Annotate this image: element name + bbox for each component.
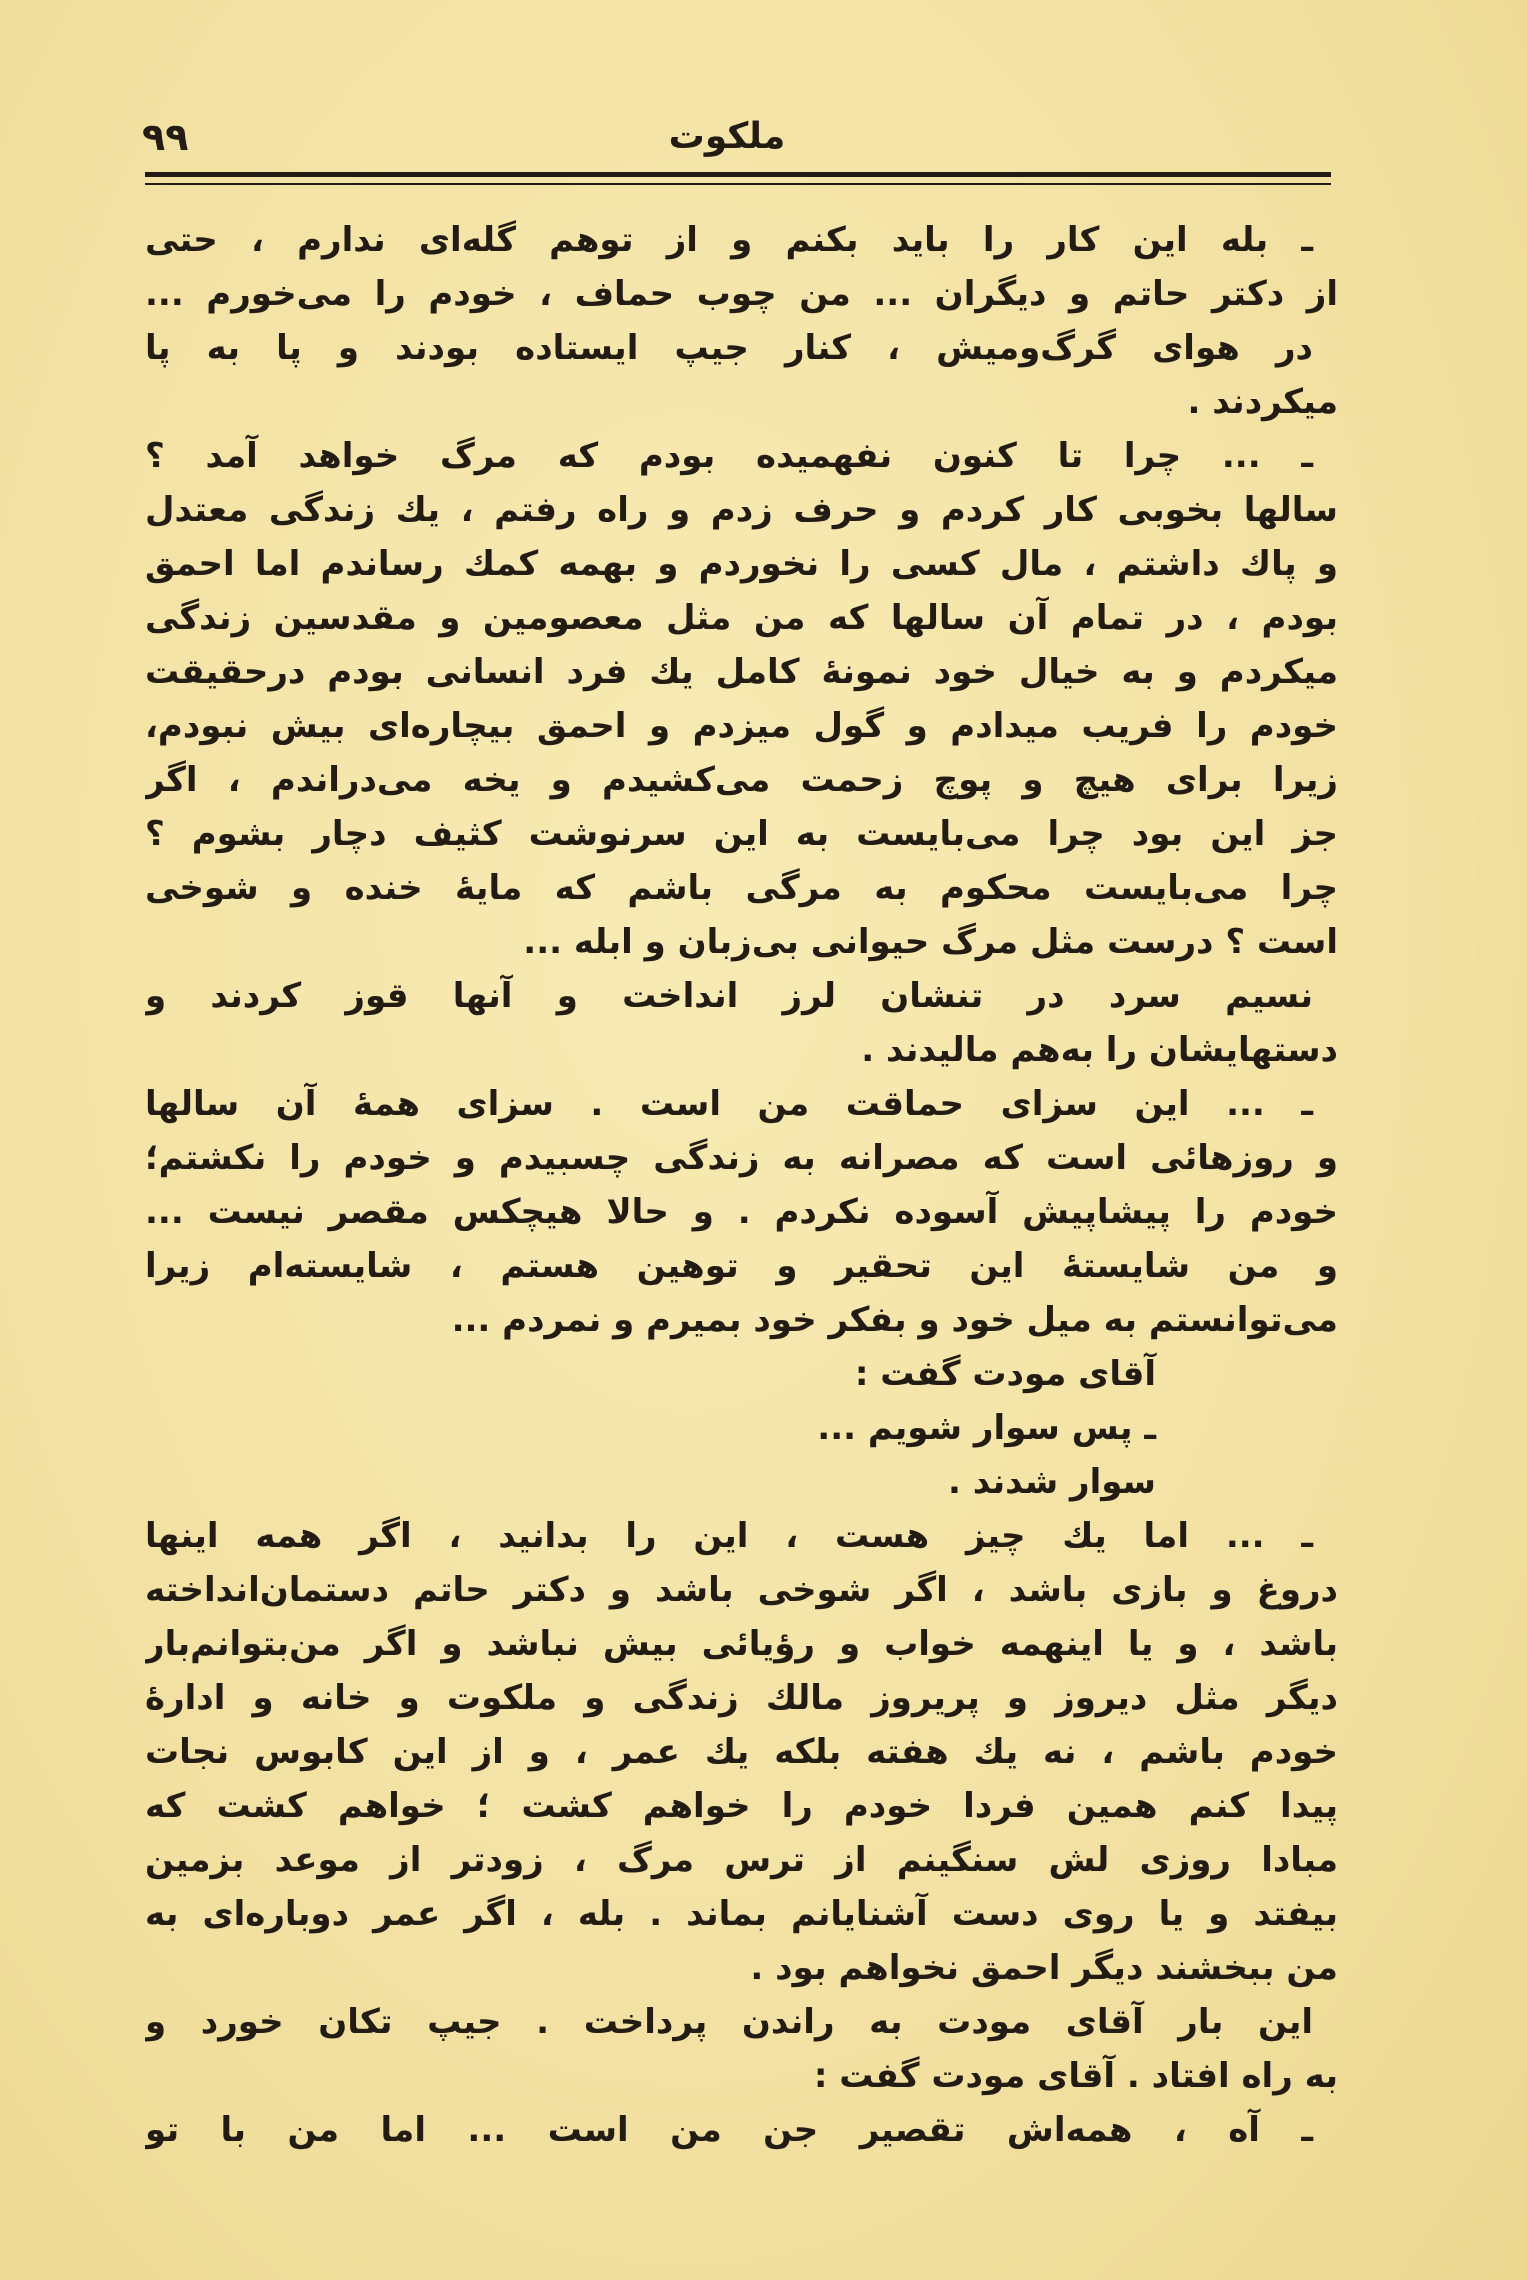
text-line: بیفتد و یا روی دست آشنایانم بماند . بله ، اگر عمر دوباره‌ای به [145, 1894, 1338, 1934]
header-rule-thin [145, 183, 1331, 185]
text-line: چرا می‌بایست محکوم به مرگی باشم که مایهٔ خنده و شوخی [145, 868, 1338, 908]
text-line: بودم ، در تمام آن سالها که من مثل معصومین و مقدسین زندگی [145, 598, 1338, 638]
text-line: من ببخشند دیگر احمق نخواهم بود . [750, 1948, 1338, 1988]
text-line: ـ بله این کار را باید بکنم و از توهم گله‌ای ندارم ، حتی [145, 220, 1313, 260]
text-line: و پاك داشتم ، مال کسی را نخوردم و بهمه کمك رساندم اما احمق [145, 544, 1338, 584]
header-rule-thick [145, 172, 1331, 177]
text-line: است ؟ درست مثل مرگ حیوانی بی‌زبان و ابله ... [523, 922, 1338, 962]
page-number: ۹۹ [142, 115, 189, 159]
text-line: زیرا برای هیچ و پوچ زحمت می‌کشیدم و یخه می‌دراندم ، اگر [145, 760, 1338, 800]
text-line: خودم را پیشاپیش آسوده نکردم . و حالا هیچکس مقصر نیست ... [145, 1192, 1338, 1232]
text-line: به راه افتاد . آقای مودت گفت : [813, 2056, 1338, 2096]
text-line: نسیم سرد در تنشان لرز انداخت و آنها قوز کردند و [145, 976, 1313, 1016]
text-line: پیدا کنم همین فردا خودم را خواهم کشت ؛ خواهم کشت که [145, 1786, 1338, 1826]
text-line: و من شایستهٔ این تحقیر و توهین هستم ، شایسته‌ام زیرا [145, 1246, 1338, 1286]
text-line: می‌توانستم به میل خود و بفکر خود بمیرم و نمردم ... [451, 1300, 1338, 1340]
text-line: ـ ... اما یك چیز هست ، این را بدانید ، اگر همه اینها [145, 1516, 1313, 1556]
text-line: ـ ... این سزای حماقت من است . سزای همهٔ آن سالها [145, 1084, 1313, 1124]
text-line: از دکتر حاتم و دیگران ... من چوب حماف ، خودم را می‌خورم ... [145, 274, 1338, 314]
text-line: ـ پس سوار شویم ... [817, 1408, 1156, 1448]
text-line: در هوای گرگ‌ومیش ، کنار جیپ ایستاده بودند و پا به پا [145, 328, 1313, 368]
text-line: این بار آقای مودت به راندن پرداخت . جیپ تکان خورد و [145, 2002, 1313, 2042]
text-line: باشد ، و یا اینهمه خواب و رؤیائی بیش نباشد و اگر من‌بتوانم‌بار [145, 1624, 1338, 1664]
body-text [145, 213, 1338, 2163]
text-line: آقای مودت گفت : [854, 1354, 1156, 1394]
text-line: سالها بخوبی کار کردم و حرف زدم و راه رفتم ، یك زندگی معتدل [145, 490, 1338, 530]
text-line: و روزهائی است که مصرانه به زندگی چسبیدم و خودم را نکشتم؛ [145, 1138, 1338, 1178]
text-line: دستهایشان را به‌هم مالیدند . [861, 1030, 1338, 1070]
text-line: دروغ و بازی باشد ، اگر شوخی باشد و دکتر حاتم دستمان‌انداخته [145, 1570, 1338, 1610]
running-title: ملکوت [668, 116, 786, 157]
text-line: میکردم و به خیال خود نمونهٔ کامل یك فرد انسانی بودم درحقیقت [145, 652, 1338, 692]
text-line: دیگر مثل دیروز و پریروز مالك زندگی و ملکوت و خانه و ادارهٔ [145, 1678, 1338, 1718]
text-line: میکردند . [1187, 382, 1338, 422]
text-line: جز این بود چرا می‌بایست به این سرنوشت کثیف دچار بشوم ؟ [145, 814, 1338, 854]
text-line: ـ ... چرا تا کنون نفهمیده بودم که مرگ خواهد آمد ؟ [145, 436, 1313, 476]
text-line: سوار شدند . [947, 1462, 1156, 1502]
text-line: خودم را فریب میدادم و گول میزدم و احمق بیچاره‌ای بیش نبودم، [145, 706, 1338, 746]
text-line: مبادا روزی لش سنگینم از ترس مرگ ، زودتر از موعد بزمین [145, 1840, 1338, 1880]
text-line: ـ آه ، همه‌اش تقصیر جن من است ... اما من با تو [145, 2110, 1313, 2150]
text-line: خودم باشم ، نه یك هفته بلکه یك عمر ، و از این کابوس نجات [145, 1732, 1338, 1772]
